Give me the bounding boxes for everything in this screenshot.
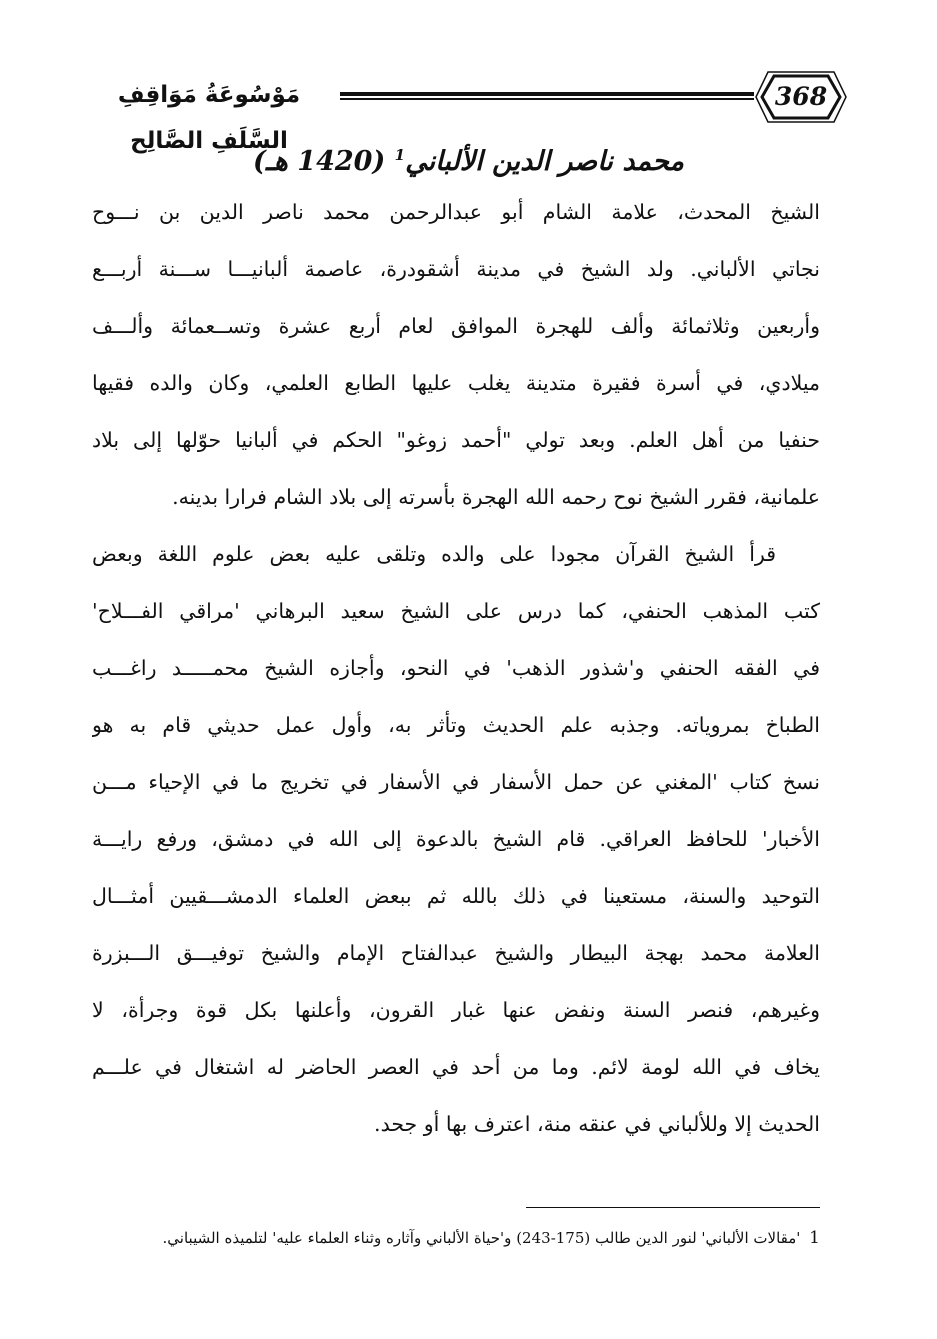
- footnote-rule: [526, 1207, 820, 1208]
- body-line: ميلادي، في أسرة فقيرة متدينة يغلب عليها الطابع العلمي، وكان والده فقيها: [92, 371, 820, 395]
- footnote-ref: 1: [394, 146, 406, 164]
- body-line: وغيرهم، فنصر السنة ونفض عنها غبار القرون، وأعلنها بكل قوة وجرأة، لا: [92, 998, 820, 1022]
- body-line: نسخ كتاب 'المغني عن حمل الأسفار في الأسفار في تخريج ما في الإحياء مـــن: [92, 770, 820, 794]
- body-line: علمانية، فقرر الشيخ نوح رحمه الله الهجرة بأسرته إلى بلاد الشام فرارا بدينه.: [172, 485, 820, 509]
- body-line: التوحيد والسنة، مستعينا في ذلك بالله ثم ببعض العلماء الدمشـــقيين أمثـــال: [92, 884, 820, 908]
- chapter-title-date: (1420 هـ): [252, 146, 386, 177]
- page-number: 368: [774, 82, 828, 111]
- chapter-title: [100, 140, 837, 184]
- header-rule-thick: [340, 92, 754, 96]
- body-line: الطباخ بمروياته. وجذبه علم الحديث وتأثر به، وأول عمل حديثي قام به هو: [92, 713, 820, 737]
- header-rule: [340, 90, 754, 101]
- body-line: في الفقه الحنفي و'شذور الذهب' في النحو، وأجازه الشيخ محمـــــد راغـــب: [92, 656, 820, 680]
- body-line: حنفيا من أهل العلم. وبعد تولي "أحمد زوغو" الحكم في ألبانيا حوّلها إلى بلاد: [92, 428, 820, 452]
- body-line: كتب المذهب الحنفي، كما درس على الشيخ سعيد البرهاني 'مراقي الفـــلاح': [92, 599, 820, 623]
- header-rule-thin: [340, 98, 754, 100]
- series-title: مَوْسُوعَةُ مَوَاقِفِ السَّلَفِ الصَّالِح: [117, 82, 301, 154]
- body-line: قرأ الشيخ القرآن مجودا على والده وتلقى عليه بعض علوم اللغة وبعض: [92, 542, 776, 566]
- body-line: الشيخ المحدث، علامة الشام أبو عبدالرحمن محمد ناصر الدين بن نـــوح: [92, 200, 820, 224]
- footnote-text: 'مقالات الألباني' لنور الدين طالب (175-243) و'حياة الألباني وآثاره وثناء العلماء عليه' لتلميذه الشيباني.: [162, 1229, 801, 1247]
- page-header: [78, 68, 850, 154]
- footnote: [92, 1224, 820, 1252]
- body-line: نجاتي الألباني. ولد الشيخ في مدينة أشقودرة، عاصمة ألبانيـــا ســـنة أربـــع: [92, 257, 820, 281]
- body-text: [92, 184, 820, 1153]
- body-line: الحديث إلا وللألباني في عنقه منة، اعترف بها أو جحد.: [374, 1112, 820, 1136]
- footnote-number: 1: [809, 1228, 820, 1248]
- body-line: العلامة محمد بهجة البيطار والشيخ عبدالفتاح الإمام والشيخ توفيـــق الـــبزرة: [92, 941, 820, 965]
- body-line: الأخبار' للحافظ العراقي. قام الشيخ بالدعوة إلى الله في دمشق، ورفع رايـــة: [92, 827, 820, 851]
- page-number-badge: [752, 70, 850, 124]
- body-line: وأربعين وثلاثمائة وألف للهجرة الموافق لعام أربع عشرة وتســعمائة وألـــف: [92, 314, 820, 338]
- chapter-title-name: محمد ناصر الدين الألباني: [405, 146, 685, 177]
- body-line: يخاف في الله لومة لائم. وما من أحد في العصر الحاضر له اشتغال في علـــم: [92, 1055, 820, 1079]
